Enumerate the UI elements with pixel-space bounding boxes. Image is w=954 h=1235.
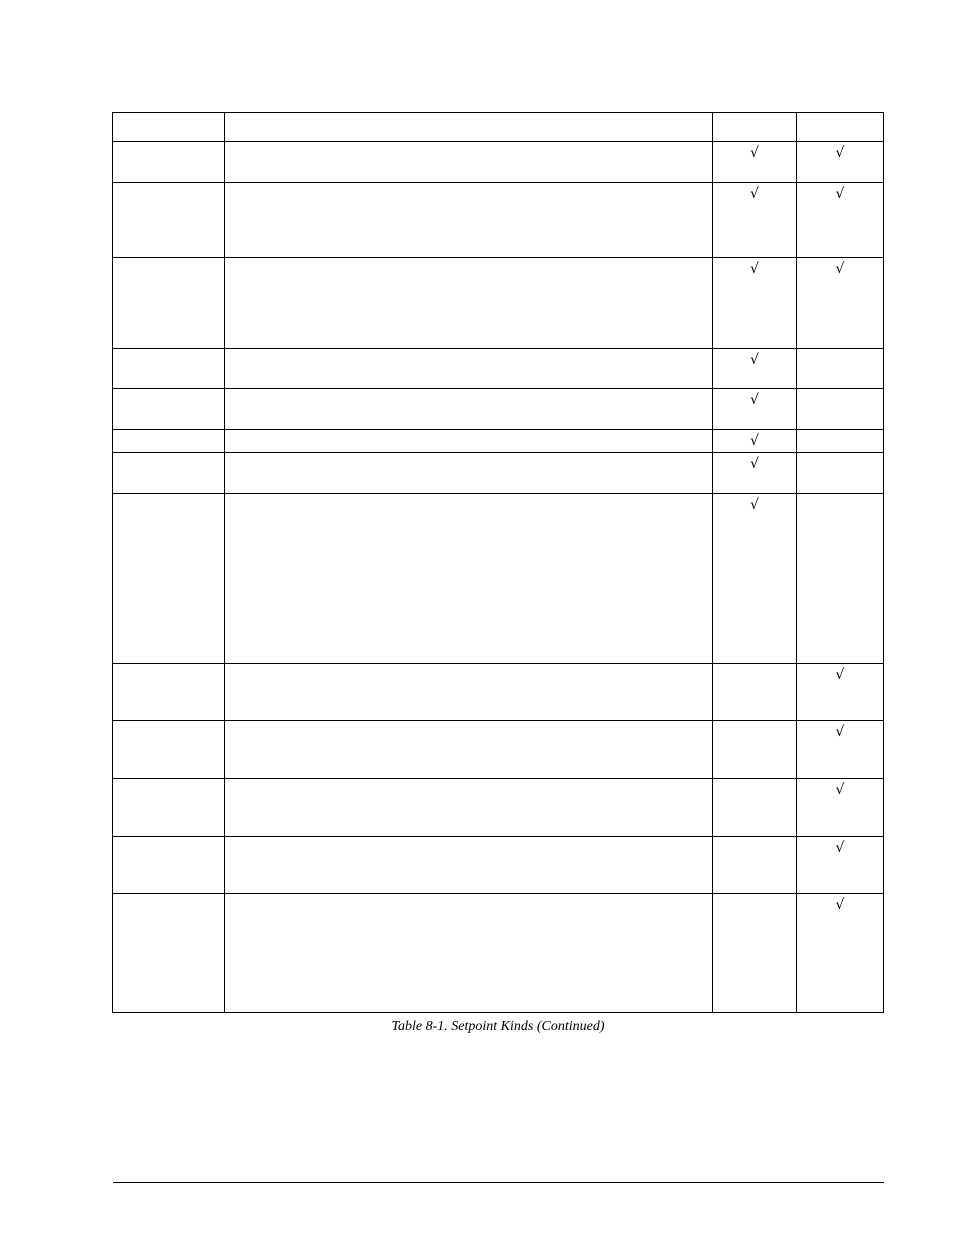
table-cell	[225, 258, 713, 349]
table-cell	[713, 113, 797, 142]
check-mark: √	[750, 497, 759, 513]
table-cell	[225, 389, 713, 430]
table-row	[113, 258, 884, 349]
table-cell	[713, 894, 797, 1013]
table-row	[113, 183, 884, 258]
table-row	[113, 664, 884, 721]
table-cell	[713, 389, 797, 430]
table-cell	[113, 837, 225, 894]
table-cell	[713, 494, 797, 664]
table-row	[113, 349, 884, 389]
check-mark: √	[835, 782, 845, 798]
check-mark: √	[835, 261, 845, 277]
check-mark: √	[750, 352, 759, 368]
table-cell	[113, 779, 225, 837]
table-cell	[713, 183, 797, 258]
table-cell	[797, 664, 884, 721]
footer-rule	[113, 1182, 884, 1183]
table-cell	[713, 349, 797, 389]
table-cell	[713, 721, 797, 779]
check-mark: √	[835, 897, 845, 913]
table-cell	[797, 894, 884, 1013]
table-cell	[113, 894, 225, 1013]
table-cell	[225, 494, 713, 664]
check-mark: √	[750, 261, 759, 277]
table-cell	[225, 183, 713, 258]
check-mark: √	[835, 145, 845, 161]
table-cell	[225, 721, 713, 779]
table-cell	[797, 142, 884, 183]
table-cell	[797, 779, 884, 837]
check-mark: √	[750, 456, 759, 472]
table-cell	[225, 453, 713, 494]
table-cell	[797, 837, 884, 894]
table-cell	[113, 389, 225, 430]
table-cell	[113, 183, 225, 258]
check-mark: √	[835, 724, 845, 740]
table-row	[113, 894, 884, 1013]
table-cell	[225, 779, 713, 837]
table-cell	[797, 113, 884, 142]
check-mark: √	[750, 145, 759, 161]
table-cell	[797, 183, 884, 258]
table-row	[113, 142, 884, 183]
table-row	[113, 453, 884, 494]
table-cell	[797, 389, 884, 430]
table-cell	[797, 349, 884, 389]
table-cell	[113, 453, 225, 494]
check-mark: √	[750, 186, 759, 202]
table-cell	[797, 494, 884, 664]
table-cell	[225, 664, 713, 721]
table-cell	[225, 837, 713, 894]
table-row	[113, 430, 884, 453]
table-header-row	[113, 113, 884, 142]
table-cell	[113, 113, 225, 142]
table-cell	[113, 430, 225, 453]
table-cell	[713, 837, 797, 894]
table-cell	[113, 721, 225, 779]
table-cell	[113, 142, 225, 183]
table-cell	[113, 349, 225, 389]
table-row	[113, 721, 884, 779]
table-cell	[713, 779, 797, 837]
table-cell	[225, 894, 713, 1013]
check-mark: √	[750, 392, 759, 408]
table-cell	[225, 113, 713, 142]
table-caption: Table 8-1. Setpoint Kinds (Continued)	[391, 1019, 605, 1034]
table-row	[113, 779, 884, 837]
table-row	[113, 837, 884, 894]
table-body	[113, 113, 884, 1013]
check-mark: √	[835, 186, 845, 202]
table-cell	[797, 430, 884, 453]
table-cell	[713, 664, 797, 721]
table-cell	[225, 142, 713, 183]
table-cell	[797, 721, 884, 779]
setpoint-kinds-table	[112, 112, 884, 1013]
check-mark: √	[835, 667, 845, 683]
table-cell	[225, 349, 713, 389]
table-cell	[113, 664, 225, 721]
table-cell	[225, 430, 713, 453]
table-cell	[797, 453, 884, 494]
table-row	[113, 494, 884, 664]
table-cell	[713, 430, 797, 453]
table-cell	[713, 453, 797, 494]
table-cell	[713, 258, 797, 349]
table-cell	[797, 258, 884, 349]
table-cell	[113, 258, 225, 349]
table-row	[113, 389, 884, 430]
check-mark: √	[835, 840, 845, 856]
table-cell	[713, 142, 797, 183]
table-cell	[113, 494, 225, 664]
check-mark: √	[750, 433, 759, 449]
